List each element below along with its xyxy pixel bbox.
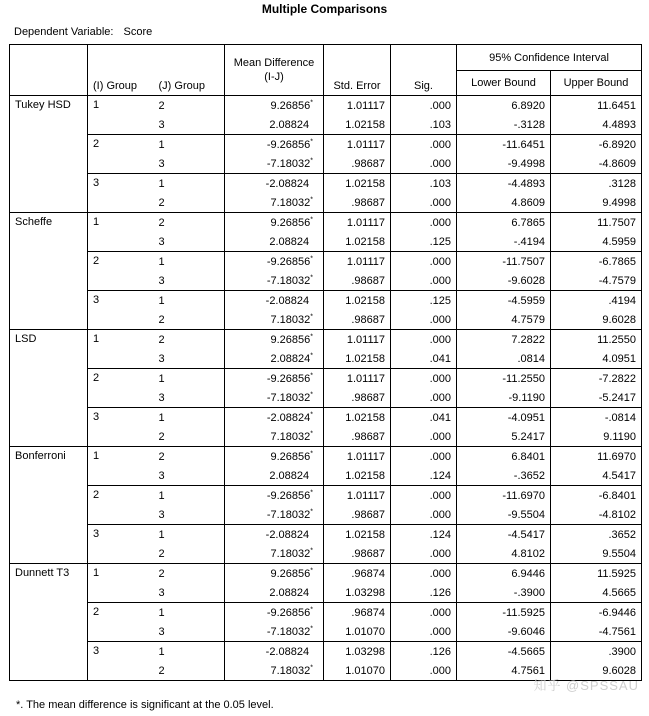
mean-difference-value: 9.26856 — [270, 99, 311, 112]
mean-difference-value: -9.26856 — [266, 606, 311, 619]
significance-star: * — [310, 254, 313, 262]
significance-star: * — [310, 546, 313, 554]
upper-bound-cell: -.0814 — [551, 408, 642, 428]
significance-star: * — [310, 137, 313, 145]
significance-star: * — [310, 566, 313, 574]
std-error-cell: .98687 — [324, 193, 391, 213]
lower-bound-cell: -11.5925 — [457, 603, 551, 623]
sig-cell: .000 — [391, 252, 457, 272]
mean-difference-value: 2.08824 — [270, 352, 311, 365]
sig-cell: .000 — [391, 603, 457, 623]
mean-difference-value: 9.26856 — [270, 450, 311, 463]
i-group-cell: 3 — [88, 642, 154, 681]
sig-cell: .125 — [391, 291, 457, 311]
lower-bound-cell: 4.8609 — [457, 193, 551, 213]
lower-bound-cell: 5.2417 — [457, 427, 551, 447]
std-error-cell: 1.02158 — [324, 232, 391, 252]
sig-cell: .000 — [391, 271, 457, 291]
significance-star: * — [310, 215, 313, 223]
method-name: Bonferroni — [10, 447, 88, 564]
method-name: Scheffe — [10, 213, 88, 330]
std-error-cell: 1.01117 — [324, 486, 391, 506]
upper-bound-cell: .3900 — [551, 642, 642, 662]
mean-difference-value: -7.18032 — [266, 625, 311, 638]
std-error-cell: 1.03298 — [324, 642, 391, 662]
std-error-cell: 1.02158 — [324, 115, 391, 135]
table-row — [10, 213, 642, 233]
std-error-cell: 1.01117 — [324, 330, 391, 350]
std-error-header: Std. Error — [324, 45, 391, 96]
upper-bound-cell: -4.8609 — [551, 154, 642, 174]
j-group-cell: 3 — [154, 388, 225, 408]
lower-bound-cell: -4.5417 — [457, 525, 551, 545]
upper-bound-cell: .3128 — [551, 174, 642, 194]
sig-cell: .000 — [391, 388, 457, 408]
sig-cell: .000 — [391, 96, 457, 116]
upper-bound-cell: -6.7865 — [551, 252, 642, 272]
std-error-cell: 1.01117 — [324, 135, 391, 155]
std-error-cell: 1.01117 — [324, 447, 391, 467]
j-group-cell: 1 — [154, 603, 225, 623]
method-name: LSD — [10, 330, 88, 447]
sig-cell: .000 — [391, 369, 457, 389]
table-row — [10, 135, 642, 155]
upper-bound-cell: 9.6028 — [551, 310, 642, 330]
upper-bound-cell: -5.2417 — [551, 388, 642, 408]
j-group-cell: 1 — [154, 174, 225, 194]
dependent-variable — [14, 26, 152, 38]
sig-cell: .125 — [391, 232, 457, 252]
significance-star: * — [310, 429, 313, 437]
j-group-cell: 3 — [154, 622, 225, 642]
lower-bound-cell: 7.2822 — [457, 330, 551, 350]
mean-difference-value: -9.26856 — [266, 489, 311, 502]
mean-difference-cell — [225, 349, 324, 369]
i-group-cell: 1 — [88, 564, 154, 603]
j-group-cell: 2 — [154, 447, 225, 467]
dependent-variable-value: Score — [123, 26, 153, 38]
upper-bound-cell: 11.7507 — [551, 213, 642, 233]
upper-bound-header: Upper Bound — [551, 71, 642, 96]
table-row — [10, 642, 642, 662]
sig-cell: .041 — [391, 408, 457, 428]
method-header — [10, 45, 88, 96]
j-group-cell: 1 — [154, 135, 225, 155]
upper-bound-cell: -6.8401 — [551, 486, 642, 506]
lower-bound-cell: -9.4998 — [457, 154, 551, 174]
j-group-cell: 2 — [154, 96, 225, 116]
j-group-cell: 2 — [154, 564, 225, 584]
j-group-cell: 2 — [154, 427, 225, 447]
upper-bound-cell: -7.2822 — [551, 369, 642, 389]
lower-bound-cell: .0814 — [457, 349, 551, 369]
mean-difference-cell — [225, 291, 324, 311]
upper-bound-cell: .4194 — [551, 291, 642, 311]
i-group-cell: 3 — [88, 174, 154, 213]
table-row — [10, 252, 642, 272]
table-row — [10, 564, 642, 584]
std-error-cell: 1.01117 — [324, 96, 391, 116]
upper-bound-cell: -4.8102 — [551, 505, 642, 525]
lower-bound-cell: 4.8102 — [457, 544, 551, 564]
method-name: Dunnett T3 — [10, 564, 88, 681]
upper-bound-cell: 4.5959 — [551, 232, 642, 252]
mean-difference-value: 7.18032 — [270, 430, 311, 443]
method-name: Tukey HSD — [10, 96, 88, 213]
std-error-cell: .98687 — [324, 505, 391, 525]
std-error-cell: 1.02158 — [324, 525, 391, 545]
upper-bound-cell: 9.4998 — [551, 193, 642, 213]
j-group-cell: 2 — [154, 213, 225, 233]
j-group-cell: 1 — [154, 291, 225, 311]
mean-difference-value: 7.18032 — [270, 547, 311, 560]
mean-difference-cell — [225, 661, 324, 681]
mean-difference-cell — [225, 486, 324, 506]
mean-difference-value: -7.18032 — [266, 157, 311, 170]
mean-difference-cell — [225, 369, 324, 389]
sig-cell: .000 — [391, 310, 457, 330]
lower-bound-header: Lower Bound — [457, 71, 551, 96]
j-group-cell: 1 — [154, 408, 225, 428]
upper-bound-cell: 11.6451 — [551, 96, 642, 116]
sig-cell: .000 — [391, 427, 457, 447]
i-group-cell: 3 — [88, 291, 154, 330]
j-group-cell: 1 — [154, 252, 225, 272]
upper-bound-cell: -6.9446 — [551, 603, 642, 623]
dependent-variable-label: Dependent Variable: — [14, 26, 114, 38]
significance-star: * — [310, 332, 313, 340]
i-group-cell: 1 — [88, 330, 154, 369]
table-row — [10, 525, 642, 545]
lower-bound-cell: -4.5665 — [457, 642, 551, 662]
table-row — [10, 291, 642, 311]
mean-difference-value: 7.18032 — [270, 664, 311, 677]
upper-bound-cell: 11.5925 — [551, 564, 642, 584]
upper-bound-cell: 9.6028 — [551, 661, 642, 681]
j-group-cell: 3 — [154, 115, 225, 135]
lower-bound-cell: -4.5959 — [457, 291, 551, 311]
significance-star — [309, 235, 313, 242]
lower-bound-cell: 4.7579 — [457, 310, 551, 330]
mean-difference-cell — [225, 564, 324, 584]
std-error-cell: 1.01070 — [324, 622, 391, 642]
std-error-cell: .98687 — [324, 271, 391, 291]
sig-cell: .000 — [391, 661, 457, 681]
std-error-cell: .98687 — [324, 427, 391, 447]
std-error-cell: 1.02158 — [324, 466, 391, 486]
j-group-cell: 3 — [154, 466, 225, 486]
i-group-cell: 2 — [88, 486, 154, 525]
i-group-cell: 2 — [88, 252, 154, 291]
mean-difference-value: -2.08824 — [265, 294, 310, 307]
confidence-interval-header: 95% Confidence Interval — [457, 45, 642, 71]
lower-bound-cell: -.4194 — [457, 232, 551, 252]
sig-cell: .000 — [391, 622, 457, 642]
j-group-cell: 2 — [154, 661, 225, 681]
mean-difference-cell — [225, 447, 324, 467]
sig-cell: .103 — [391, 115, 457, 135]
significance-star: * — [310, 273, 313, 281]
mean-difference-cell — [225, 466, 324, 486]
mean-difference-header: Mean Difference (I-J) — [225, 45, 324, 96]
mean-difference-cell — [225, 232, 324, 252]
mean-difference-value: 2.08824 — [269, 118, 310, 131]
lower-bound-cell: -.3900 — [457, 583, 551, 603]
mean-difference-cell — [225, 330, 324, 350]
std-error-cell: 1.03298 — [324, 583, 391, 603]
i-group-cell: 1 — [88, 447, 154, 486]
lower-bound-cell: -.3128 — [457, 115, 551, 135]
table-title: Multiple Comparisons — [261, 2, 388, 16]
lower-bound-cell: -11.2550 — [457, 369, 551, 389]
footnote: *. The mean difference is significant at the 0.05 level. — [16, 699, 274, 711]
significance-star: * — [310, 507, 313, 515]
mean-difference-cell — [225, 622, 324, 642]
mean-difference-value: 2.08824 — [269, 235, 310, 248]
mean-difference-cell — [225, 642, 324, 662]
mean-difference-value: -9.26856 — [266, 138, 311, 151]
std-error-cell: 1.01117 — [324, 369, 391, 389]
sig-cell: .000 — [391, 330, 457, 350]
sig-cell: .126 — [391, 642, 457, 662]
i-group-cell: 1 — [88, 96, 154, 135]
std-error-cell: 1.01117 — [324, 252, 391, 272]
mean-difference-value: -2.08824 — [265, 177, 310, 190]
lower-bound-cell: -9.6028 — [457, 271, 551, 291]
significance-star: * — [310, 371, 313, 379]
mean-difference-value: 7.18032 — [270, 313, 311, 326]
upper-bound-cell: .3652 — [551, 525, 642, 545]
sig-cell: .124 — [391, 525, 457, 545]
lower-bound-cell: 6.7865 — [457, 213, 551, 233]
upper-bound-cell: 9.5504 — [551, 544, 642, 564]
std-error-cell: .98687 — [324, 388, 391, 408]
std-error-cell: 1.02158 — [324, 408, 391, 428]
j-group-cell: 1 — [154, 525, 225, 545]
table-row — [10, 486, 642, 506]
sig-cell: .000 — [391, 193, 457, 213]
lower-bound-cell: -9.1190 — [457, 388, 551, 408]
mean-difference-value: 9.26856 — [270, 216, 311, 229]
watermark: 知乎 @SPSSAU — [533, 678, 639, 693]
lower-bound-cell: 4.7561 — [457, 661, 551, 681]
j-group-cell: 3 — [154, 154, 225, 174]
mean-difference-value: -2.08824 — [265, 645, 310, 658]
mean-difference-cell — [225, 388, 324, 408]
std-error-cell: 1.01070 — [324, 661, 391, 681]
i-group-cell: 2 — [88, 369, 154, 408]
lower-bound-cell: 6.8920 — [457, 96, 551, 116]
j-group-cell: 1 — [154, 486, 225, 506]
significance-star — [309, 294, 313, 301]
mean-difference-cell — [225, 115, 324, 135]
lower-bound-cell: -4.4893 — [457, 174, 551, 194]
sig-cell: .000 — [391, 447, 457, 467]
mean-difference-cell — [225, 154, 324, 174]
mean-difference-value: -2.08824 — [266, 411, 311, 424]
header-row-1 — [10, 45, 642, 71]
i-group-cell: 2 — [88, 603, 154, 642]
significance-star — [309, 645, 313, 652]
std-error-cell: 1.01117 — [324, 213, 391, 233]
significance-star: * — [310, 390, 313, 398]
mean-difference-value: 2.08824 — [269, 469, 310, 482]
upper-bound-cell: 9.1190 — [551, 427, 642, 447]
upper-bound-cell: 4.5417 — [551, 466, 642, 486]
significance-star — [309, 528, 313, 535]
mean-difference-cell — [225, 525, 324, 545]
table-row — [10, 174, 642, 194]
significance-star — [309, 469, 313, 476]
j-group-cell: 3 — [154, 583, 225, 603]
sig-cell: .000 — [391, 505, 457, 525]
sig-cell: .041 — [391, 349, 457, 369]
i-group-cell: 3 — [88, 408, 154, 447]
sig-cell: .000 — [391, 564, 457, 584]
sig-cell: .124 — [391, 466, 457, 486]
sig-cell: .000 — [391, 213, 457, 233]
mean-difference-cell — [225, 427, 324, 447]
j-group-cell: 1 — [154, 369, 225, 389]
j-group-cell: 1 — [154, 642, 225, 662]
std-error-cell: 1.02158 — [324, 174, 391, 194]
j-group-cell: 2 — [154, 193, 225, 213]
mean-difference-value: -9.26856 — [266, 255, 311, 268]
significance-star: * — [310, 195, 313, 203]
upper-bound-cell: -6.8920 — [551, 135, 642, 155]
significance-star: * — [310, 605, 313, 613]
mean-difference-value: -9.26856 — [266, 372, 311, 385]
upper-bound-cell: -4.7561 — [551, 622, 642, 642]
significance-star: * — [310, 488, 313, 496]
significance-star: * — [310, 663, 313, 671]
upper-bound-cell: 11.6970 — [551, 447, 642, 467]
mean-difference-cell — [225, 193, 324, 213]
mean-difference-cell — [225, 544, 324, 564]
std-error-cell: .96874 — [324, 564, 391, 584]
table-row — [10, 447, 642, 467]
lower-bound-cell: 6.8401 — [457, 447, 551, 467]
j-group-cell: 2 — [154, 544, 225, 564]
mean-difference-cell — [225, 310, 324, 330]
table-row — [10, 369, 642, 389]
significance-star: * — [310, 449, 313, 457]
sig-cell: .000 — [391, 154, 457, 174]
lower-bound-cell: 6.9446 — [457, 564, 551, 584]
lower-bound-cell: -11.6451 — [457, 135, 551, 155]
table-row — [10, 603, 642, 623]
mean-difference-value: 2.08824 — [269, 586, 310, 599]
i-group-cell: 1 — [88, 213, 154, 252]
significance-star — [309, 177, 313, 184]
std-error-cell: 1.02158 — [324, 291, 391, 311]
sig-cell: .000 — [391, 135, 457, 155]
std-error-cell: .98687 — [324, 310, 391, 330]
j-group-cell: 2 — [154, 310, 225, 330]
significance-star — [309, 586, 313, 593]
std-error-cell: .98687 — [324, 544, 391, 564]
mean-difference-cell — [225, 135, 324, 155]
lower-bound-cell: -9.6046 — [457, 622, 551, 642]
significance-star: * — [310, 351, 313, 359]
mean-difference-cell — [225, 96, 324, 116]
j-group-cell: 2 — [154, 330, 225, 350]
sig-cell: .000 — [391, 544, 457, 564]
std-error-cell: .96874 — [324, 603, 391, 623]
mean-difference-value: 9.26856 — [270, 567, 311, 580]
table-row — [10, 408, 642, 428]
upper-bound-cell: 4.4893 — [551, 115, 642, 135]
j-group-cell: 3 — [154, 349, 225, 369]
mean-difference-cell — [225, 603, 324, 623]
i-group-cell: 3 — [88, 525, 154, 564]
j-group-cell: 3 — [154, 505, 225, 525]
mean-difference-value: -7.18032 — [266, 274, 311, 287]
sig-cell: .103 — [391, 174, 457, 194]
mean-difference-value: -2.08824 — [265, 528, 310, 541]
multiple-comparisons-table — [9, 44, 642, 681]
std-error-cell: .98687 — [324, 154, 391, 174]
mean-difference-cell — [225, 505, 324, 525]
mean-difference-cell — [225, 213, 324, 233]
mean-difference-cell — [225, 271, 324, 291]
i-group-cell: 2 — [88, 135, 154, 174]
i-group-header: (I) Group — [88, 45, 154, 96]
j-group-cell: 3 — [154, 232, 225, 252]
sig-cell: .126 — [391, 583, 457, 603]
lower-bound-cell: -11.7507 — [457, 252, 551, 272]
j-group-header: (J) Group — [154, 45, 225, 96]
lower-bound-cell: -4.0951 — [457, 408, 551, 428]
upper-bound-cell: 11.2550 — [551, 330, 642, 350]
significance-star: * — [310, 312, 313, 320]
std-error-cell: 1.02158 — [324, 349, 391, 369]
mean-difference-value: -7.18032 — [266, 508, 311, 521]
upper-bound-cell: -4.7579 — [551, 271, 642, 291]
table-row — [10, 330, 642, 350]
significance-star — [309, 118, 313, 125]
significance-star: * — [310, 156, 313, 164]
lower-bound-cell: -.3652 — [457, 466, 551, 486]
mean-difference-value: 7.18032 — [270, 196, 311, 209]
significance-star: * — [310, 98, 313, 106]
upper-bound-cell: 4.0951 — [551, 349, 642, 369]
mean-difference-cell — [225, 174, 324, 194]
lower-bound-cell: -11.6970 — [457, 486, 551, 506]
table-row — [10, 96, 642, 116]
upper-bound-cell: 4.5665 — [551, 583, 642, 603]
mean-difference-cell — [225, 252, 324, 272]
sig-header: Sig. — [391, 45, 457, 96]
mean-difference-cell — [225, 583, 324, 603]
significance-star: * — [310, 624, 313, 632]
j-group-cell: 3 — [154, 271, 225, 291]
lower-bound-cell: -9.5504 — [457, 505, 551, 525]
mean-difference-value: 9.26856 — [270, 333, 311, 346]
significance-star: * — [310, 410, 313, 418]
mean-difference-cell — [225, 408, 324, 428]
sig-cell: .000 — [391, 486, 457, 506]
mean-difference-value: -7.18032 — [266, 391, 311, 404]
